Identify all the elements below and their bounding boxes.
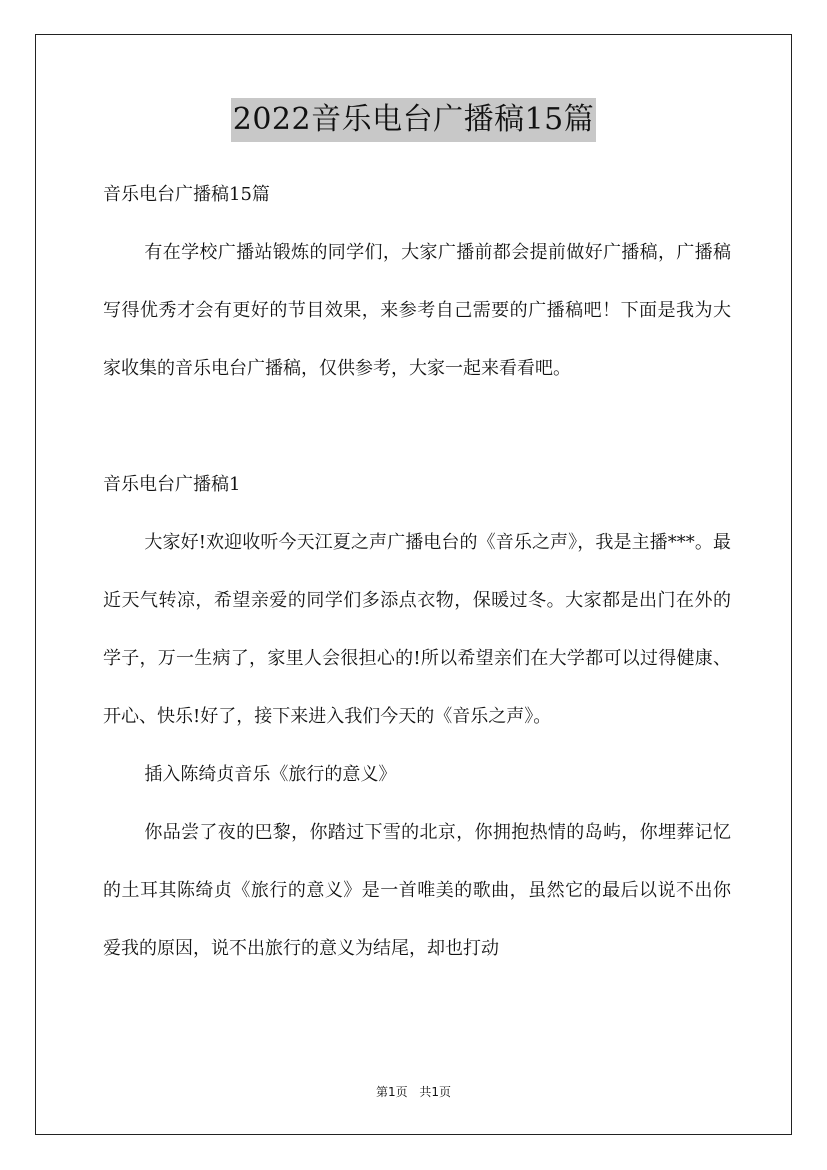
- page-footer: [0, 1084, 827, 1100]
- section-paragraph-2: 插入陈绮贞音乐《旅行的意义》: [144, 764, 397, 785]
- page-total: 共1页: [419, 1085, 452, 1099]
- section-heading: 音乐电台广播稿1: [103, 474, 241, 495]
- page-number: 第1页: [375, 1085, 408, 1099]
- document-body: [103, 166, 731, 978]
- section-spacer: [103, 398, 731, 456]
- section-paragraph-3: 你品尝了夜的巴黎，你踏过下雪的北京，你拥抱热情的岛屿，你埋葬记忆的土耳其陈绮贞《旅行的意义》是一首唯美的歌曲，虽然它的最后以说不出你爱我的原因，说不出旅行的意义为结尾，却也打动: [103, 822, 731, 959]
- intro-paragraph: 有在学校广播站锻炼的同学们，大家广播前都会提前做好广播稿，广播稿写得优秀才会有更好的节目效果，来参考自己需要的广播稿吧！下面是我为大家收集的音乐电台广播稿，仅供参考，大家一起来看看吧。: [103, 242, 731, 379]
- document-title: 2022音乐电台广播稿15篇: [231, 98, 597, 142]
- section-paragraph-1: 大家好!欢迎收听今天江夏之声广播电台的《音乐之声》，我是主播***。最近天气转凉，希望亲爱的同学们多添点衣物，保暖过冬。大家都是出门在外的学子，万一生病了，家里人会很担心的!所以希望亲们在大学都可以过得健康、开心、快乐!好了，接下来进入我们今天的《音乐之声》。: [103, 532, 731, 727]
- title-container: [0, 98, 827, 142]
- document-subtitle: 音乐电台广播稿15篇: [103, 184, 270, 205]
